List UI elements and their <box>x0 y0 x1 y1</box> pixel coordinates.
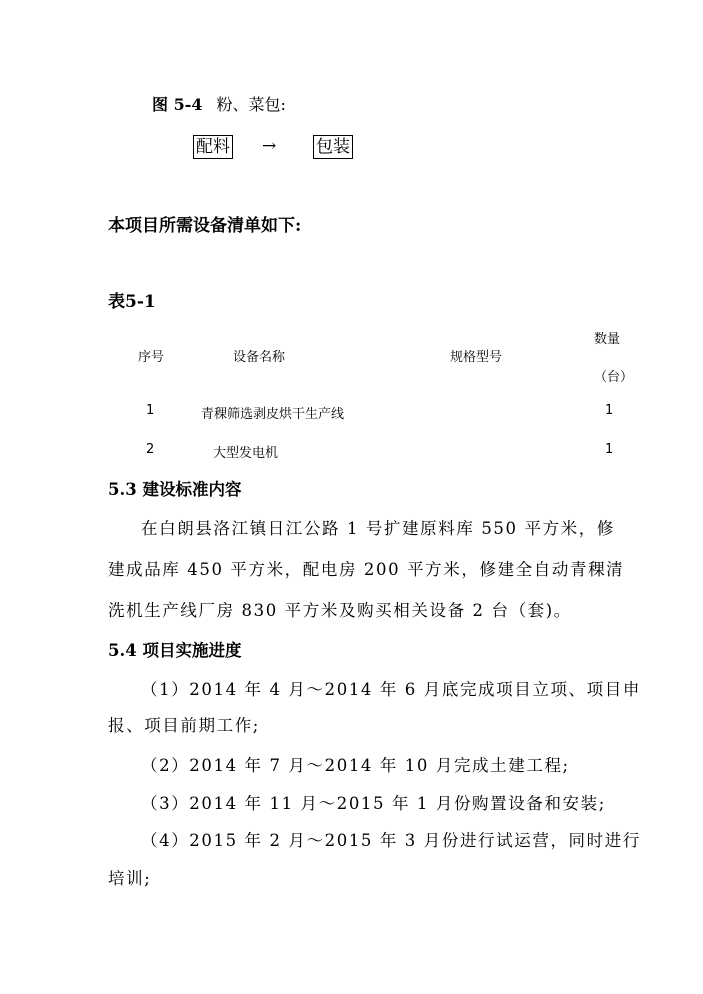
table-header-seq: 序号 <box>138 350 165 365</box>
flow-step-packaging: 包装 <box>313 135 353 159</box>
schedule-item-1-cont: 报、项目前期工作; <box>108 716 260 735</box>
table-title: 表5-1 <box>108 292 156 312</box>
table-cell-name: 大型发电机 <box>213 446 279 461</box>
flow-arrow-icon: → <box>262 136 277 156</box>
table-cell-seq: 1 <box>146 403 155 418</box>
table-cell-qty: 1 <box>605 442 614 457</box>
schedule-item-3: （3）2014 年 11 月～2015 年 1 月份购置设备和安装; <box>141 794 606 813</box>
schedule-item-4-cont: 培训; <box>108 869 152 888</box>
flow-step-ingredients: 配料 <box>193 135 233 159</box>
figure-label: 图 5-4 <box>152 95 203 114</box>
schedule-item-4: （4）2015 年 2 月～2015 年 3 月份进行试运营，同时进行 <box>141 831 641 850</box>
table-header-unit: （台） <box>594 370 634 385</box>
schedule-item-1: （1）2014 年 4 月～2014 年 6 月底完成项目立项、项目申 <box>141 680 641 699</box>
paragraph-line: 在白朗县洛江镇日江公路 1 号扩建原料库 550 平方米，修 <box>141 519 615 538</box>
section-heading-5-3: 5.3 建设标准内容 <box>108 480 242 499</box>
figure-title: 粉、菜包: <box>216 95 286 114</box>
paragraph-line: 洗机生产线厂房 830 平方米及购买相关设备 2 台（套)。 <box>108 601 572 620</box>
equipment-intro: 本项目所需设备清单如下: <box>108 216 302 236</box>
table-cell-qty: 1 <box>605 403 614 418</box>
table-cell-name: 青稞筛选剥皮烘干生产线 <box>201 407 345 422</box>
table-header-name: 设备名称 <box>233 350 286 365</box>
section-heading-5-4: 5.4 项目实施进度 <box>108 641 242 660</box>
schedule-item-2: （2）2014 年 7 月～2014 年 10 月完成土建工程; <box>141 756 570 775</box>
figure-caption <box>152 92 286 115</box>
paragraph-line: 建成品库 450 平方米，配电房 200 平方米，修建全自动青稞清 <box>108 560 625 579</box>
table-header-qty: 数量 <box>594 332 621 347</box>
table-cell-seq: 2 <box>146 442 155 457</box>
table-header-spec: 规格型号 <box>450 350 503 365</box>
